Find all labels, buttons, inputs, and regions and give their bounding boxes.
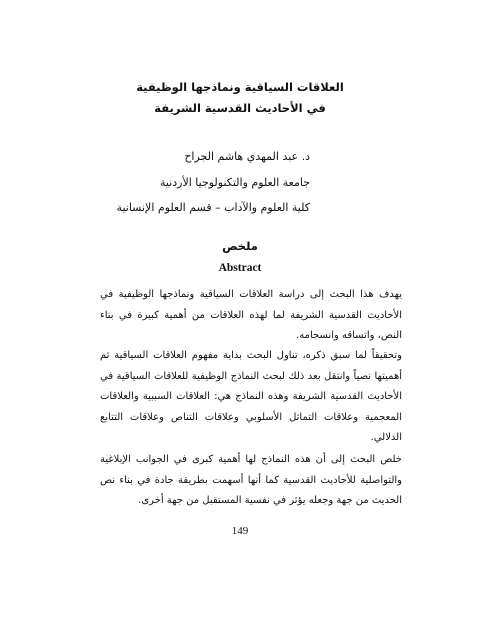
abstract-paragraph-3: خلص البحث إلى أن هذه النماذج لها أهمية كبرى في الجوانب الإبلاغية والتواصلية للأحاديث القدسية كما أنها أسهمت بطريقة جادة في بناء نص الحديث من جهة وجعله يؤثر في نفسية المستقبل من جهة أخرى. bbox=[100, 454, 402, 506]
abstract-paragraph-2: وتحقيقاً لما سبق ذكره، تناول البحث بداية مفهوم العلاقات السياقية ثم أهميتها نصياً وانتقل بعد ذلك لبحث النماذج الوظيفية للعلاقات السياقية في الأحاديث القدسية الشريفة وهذه النماذج هي: العلاقات السببية والعلاقات المعجمية وعلاقات التماثل الأسلوبي وعلاقات التناص وعلاقات التتابع الدلالي. bbox=[100, 350, 402, 443]
author-faculty: كلية العلوم والآداب – قسم العلوم الإنسانية bbox=[116, 201, 310, 214]
paper-title-line-2: في الأحاديث القدسية الشريفة bbox=[154, 101, 326, 115]
paper-title-line-1: العلاقات السياقية ونماذجها الوظيفية bbox=[136, 80, 344, 94]
author-name: د. عبد المهدي هاشم الجراح bbox=[184, 150, 310, 163]
abstract-heading-arabic: ملخص bbox=[222, 239, 258, 253]
author-university: جامعة العلوم والتكنولوجيا الأردنية bbox=[159, 176, 310, 189]
page-number: 149 bbox=[231, 525, 249, 537]
abstract-heading-english: Abstract bbox=[218, 262, 262, 274]
abstract-paragraph-1: يهدف هذا البحث إلى دراسة العلاقات السياقية ونماذجها الوظيفية في الأحاديث القدسية الشريفة لما لهذه العلاقات من أهمية كبيرة في بناء النص، واتساقه وانسجامه. bbox=[100, 289, 402, 341]
